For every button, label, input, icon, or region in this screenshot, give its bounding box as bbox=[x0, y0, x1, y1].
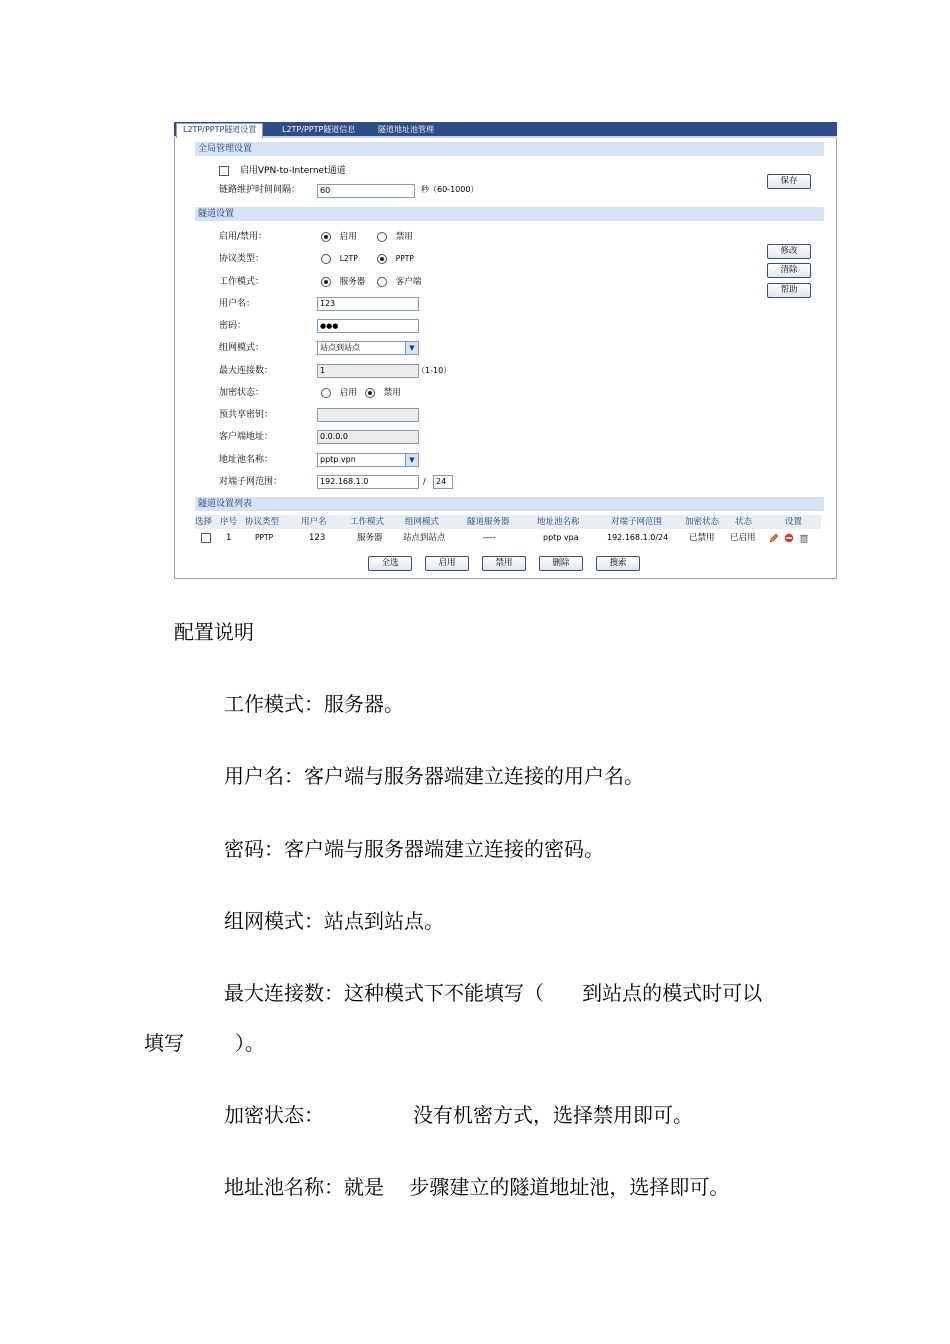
mode-client-option[interactable] bbox=[377, 275, 421, 289]
col-pool-name: 地址池名称 bbox=[537, 517, 580, 527]
cell-pool-name: pptp vpa bbox=[543, 533, 579, 542]
doc-line-password: 密码：客户端与服务器端建立连接的密码。 bbox=[224, 837, 604, 861]
search-button[interactable]: 搜索 bbox=[596, 556, 640, 571]
keepalive-input[interactable]: 60 bbox=[317, 184, 415, 198]
chevron-down-icon[interactable]: ▼ bbox=[405, 454, 418, 466]
clear-button[interactable]: 清除 bbox=[767, 263, 811, 278]
row-select-checkbox[interactable] bbox=[201, 530, 211, 546]
delete-button[interactable]: 删除 bbox=[539, 556, 583, 571]
encrypt-off-radio[interactable] bbox=[365, 388, 375, 398]
client-addr-input: 0.0.0.0 bbox=[317, 430, 419, 444]
edit-icon[interactable] bbox=[769, 533, 779, 543]
encrypt-on-radio[interactable] bbox=[321, 388, 331, 398]
keepalive-range: 秒（60-1000） bbox=[421, 185, 479, 194]
enable-button[interactable]: 启用 bbox=[425, 556, 469, 571]
client-radio[interactable] bbox=[377, 277, 387, 287]
keepalive-label: 链路维护时间间隔： bbox=[219, 185, 301, 195]
col-status: 状态 bbox=[735, 517, 753, 527]
enable-radio-option[interactable] bbox=[321, 230, 357, 244]
col-peer-subnet: 对端子网范围 bbox=[611, 517, 663, 527]
encrypt-label: 加密状态： bbox=[219, 388, 265, 398]
vpn-to-internet-checkbox[interactable] bbox=[219, 166, 229, 176]
col-work-mode: 工作模式 bbox=[350, 517, 385, 527]
username-input[interactable]: 123 bbox=[317, 297, 419, 311]
pptp-radio[interactable] bbox=[377, 254, 387, 264]
pool-label: 地址池名称： bbox=[219, 455, 274, 465]
psk-input bbox=[317, 408, 419, 422]
cell-status: 已启用 bbox=[730, 533, 756, 543]
pool-value: pptp vpn bbox=[320, 455, 356, 464]
peer-subnet-ip-input[interactable]: 192.168.1.0 bbox=[317, 475, 419, 489]
col-index: 序号 bbox=[220, 517, 238, 527]
l2tp-radio[interactable] bbox=[321, 254, 331, 264]
encrypt-on-label: 启用 bbox=[339, 388, 357, 398]
mode-server-option[interactable] bbox=[321, 275, 365, 289]
cell-tunnel-server: ---- bbox=[483, 533, 496, 543]
help-button[interactable]: 帮助 bbox=[767, 283, 811, 298]
disable-radio-label: 禁用 bbox=[395, 232, 413, 242]
disable-button[interactable]: 禁用 bbox=[482, 556, 526, 571]
doc-line-username: 用户名：客户端与服务器端建立连接的用户名。 bbox=[224, 764, 644, 788]
doc-heading: 配置说明 bbox=[174, 620, 254, 644]
protocol-l2tp-option[interactable] bbox=[321, 252, 358, 266]
max-conn-input: 1 bbox=[317, 364, 419, 378]
peer-subnet-separator: / bbox=[423, 477, 426, 486]
col-protocol: 协议类型 bbox=[245, 517, 280, 527]
cell-network-mode: 站点到站点 bbox=[403, 533, 446, 543]
tab-tunnel-info[interactable]: L2TP/PPTP隧道信息 bbox=[282, 125, 356, 134]
cell-index: 1 bbox=[226, 533, 232, 543]
network-mode-label: 组网模式： bbox=[219, 343, 265, 353]
enable-label: 启用/禁用： bbox=[219, 232, 268, 242]
username-label: 用户名： bbox=[219, 299, 256, 309]
global-section-title: 全局管理设置 bbox=[195, 142, 824, 156]
pool-select[interactable] bbox=[317, 453, 419, 467]
encrypt-off-label: 禁用 bbox=[383, 388, 401, 398]
disable-radio[interactable] bbox=[377, 232, 387, 242]
enable-radio-label: 启用 bbox=[339, 232, 357, 242]
network-mode-value: 站点到站点 bbox=[320, 343, 360, 352]
tunnel-section-title: 隧道设置 bbox=[195, 207, 824, 221]
vpn-to-internet-label: 启用VPN-to-Internet通道 bbox=[239, 166, 346, 176]
tab-bar bbox=[174, 122, 837, 138]
tab-address-pool[interactable]: 隧道地址池管理 bbox=[378, 125, 434, 134]
col-select: 选择 bbox=[195, 517, 213, 527]
disable-icon[interactable] bbox=[784, 533, 794, 543]
col-settings: 设置 bbox=[785, 517, 803, 527]
peer-subnet-label: 对端子网范围： bbox=[219, 477, 283, 487]
disable-radio-option[interactable] bbox=[377, 230, 413, 244]
max-conn-range: （1-10） bbox=[417, 366, 452, 375]
doc-line-pool: 地址池名称：就是 步骤建立的隧道地址池，选择即可。 bbox=[224, 1175, 730, 1199]
router-config-screenshot bbox=[174, 122, 837, 579]
protocol-label: 协议类型： bbox=[219, 254, 265, 264]
chevron-down-icon[interactable]: ▼ bbox=[405, 342, 418, 354]
cell-work-mode: 服务器 bbox=[357, 533, 383, 543]
client-addr-label: 客户端地址： bbox=[219, 432, 274, 442]
mode-label: 工作模式： bbox=[219, 277, 265, 287]
server-radio-label: 服务器 bbox=[339, 277, 366, 287]
max-conn-label: 最大连接数： bbox=[219, 366, 274, 376]
protocol-pptp-option[interactable] bbox=[377, 252, 414, 266]
modify-button[interactable]: 修改 bbox=[767, 244, 811, 259]
list-section-title: 隧道设置列表 bbox=[195, 497, 824, 511]
doc-line-network-mode: 组网模式：站点到站点。 bbox=[224, 909, 444, 933]
enable-radio[interactable] bbox=[321, 232, 331, 242]
psk-label: 预共享密钥： bbox=[219, 410, 274, 420]
encrypt-off-option[interactable] bbox=[365, 386, 401, 400]
doc-line-encrypt: 加密状态： 没有机密方式，选择禁用即可。 bbox=[224, 1103, 694, 1127]
col-tunnel-server: 隧道服务器 bbox=[467, 517, 510, 527]
doc-line-max-conn-cont: 填写 ）。 bbox=[144, 1031, 265, 1055]
select-all-button[interactable]: 全选 bbox=[368, 556, 412, 571]
tab-tunnel-settings[interactable]: L2TP/PPTP隧道设置 bbox=[176, 123, 263, 138]
peer-subnet-mask-input[interactable]: 24 bbox=[433, 475, 453, 489]
l2tp-radio-label: L2TP bbox=[339, 254, 358, 263]
cell-peer-subnet: 192.168.1.0/24 bbox=[607, 533, 669, 542]
cell-protocol: PPTP bbox=[255, 533, 274, 542]
password-label: 密码： bbox=[219, 321, 247, 331]
password-input[interactable]: ●●● bbox=[317, 319, 419, 333]
encrypt-on-option[interactable] bbox=[321, 386, 357, 400]
table-header bbox=[195, 515, 821, 529]
doc-line-work-mode: 工作模式：服务器。 bbox=[224, 692, 404, 716]
table-row bbox=[195, 530, 821, 546]
col-username: 用户名 bbox=[301, 517, 327, 527]
pptp-radio-label: PPTP bbox=[395, 254, 414, 263]
vpn-to-internet-row bbox=[219, 163, 346, 179]
client-radio-label: 客户端 bbox=[395, 277, 422, 287]
trash-icon[interactable] bbox=[799, 533, 809, 543]
doc-line-max-conn: 最大连接数：这种模式下不能填写（ 到站点的模式时可以 bbox=[224, 981, 763, 1005]
network-mode-select[interactable] bbox=[317, 341, 419, 355]
server-radio[interactable] bbox=[321, 277, 331, 287]
col-network-mode: 组网模式 bbox=[405, 517, 440, 527]
cell-encrypt: 已禁用 bbox=[689, 533, 715, 543]
cell-username: 123 bbox=[309, 533, 326, 543]
save-button[interactable]: 保存 bbox=[767, 174, 811, 189]
col-encrypt: 加密状态 bbox=[685, 517, 720, 527]
